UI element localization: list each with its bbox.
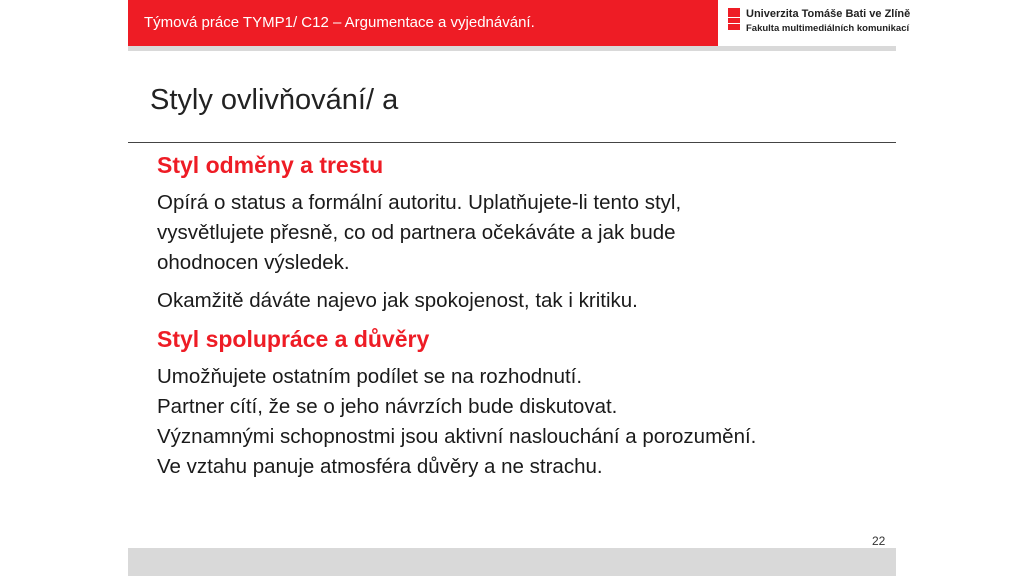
slide-content [157, 150, 877, 488]
slide-title: Styly ovlivňování/ a [150, 84, 399, 116]
text-line: Partner cítí, že se o jeho návrzích bude diskutovat. [157, 395, 618, 418]
text-line: vysvětlujete přesně, co od partnera očekáváte a jak bude [157, 221, 676, 244]
university-logo [728, 6, 911, 40]
text-line: Opírá o status a formální autoritu. Uplatňujete-li tento styl, [157, 191, 682, 214]
paragraph [157, 362, 877, 482]
title-divider [128, 142, 896, 143]
section-heading-cooperation: Styl spolupráce a důvěry [157, 326, 430, 352]
university-name: Univerzita Tomáše Bati ve Zlíně [746, 8, 911, 20]
page-number: 22 [872, 534, 886, 548]
text-line: Umožňujete ostatním podílet se na rozhodnutí. [157, 365, 583, 388]
footer-bar [128, 548, 896, 576]
utb-logo-icon [728, 8, 740, 30]
text-line: Významnými schopnostmi jsou aktivní naslouchání a porozumění. [157, 425, 757, 448]
section-heading-reward: Styl odměny a trestu [157, 152, 384, 178]
faculty-name: Fakulta multimediálních komunikací [746, 23, 910, 34]
header-bar [128, 0, 718, 46]
text-line: ohodnocen výsledek. [157, 251, 350, 274]
text-line: Ve vztahu panuje atmosféra důvěry a ne strachu. [157, 455, 603, 478]
paragraph [157, 188, 877, 278]
paragraph [157, 286, 877, 316]
header-underline [128, 46, 896, 51]
course-title: Týmová práce TYMP1/ C12 – Argumentace a vyjednávání. [144, 14, 535, 31]
text-line: Okamžitě dáváte najevo jak spokojenost, tak i kritiku. [157, 289, 638, 312]
